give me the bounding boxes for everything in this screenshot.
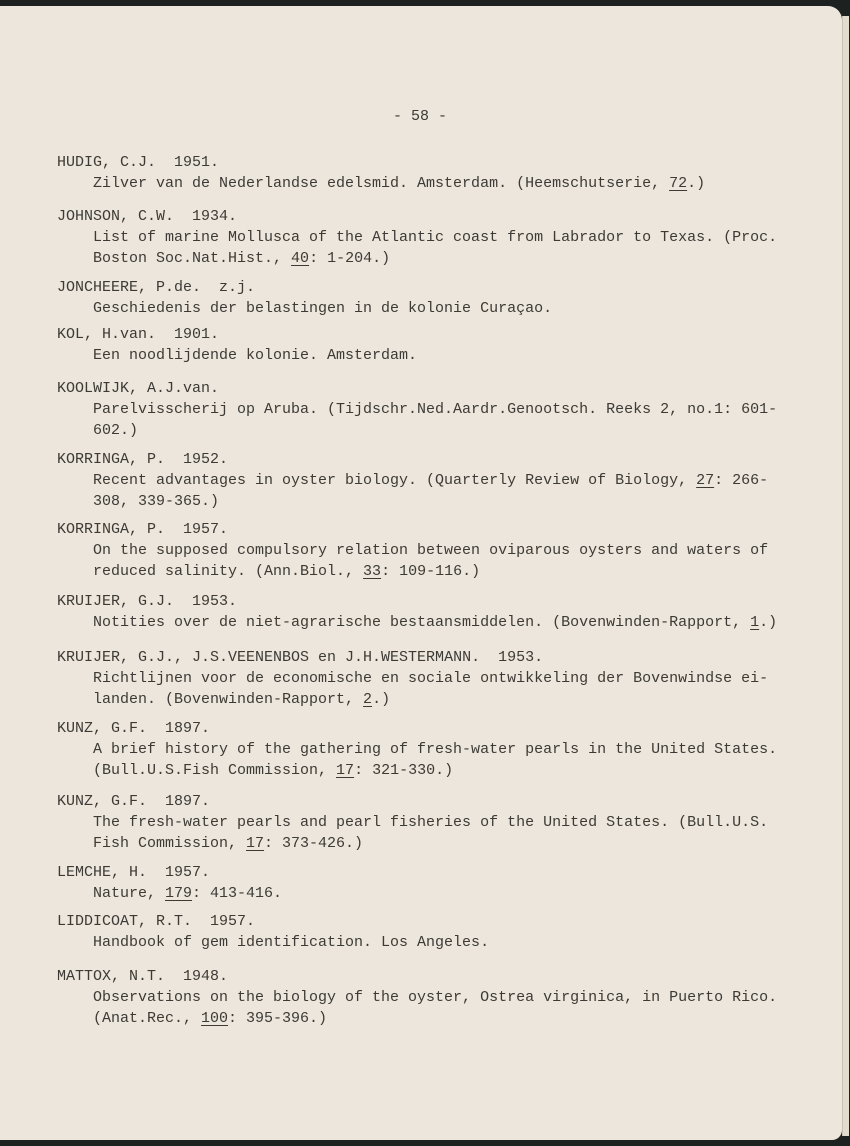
entry-citation-line — [93, 739, 777, 760]
bibliography-entry — [57, 324, 417, 366]
citation-text: Geschiedenis der belastingen in de kolonie Curaçao. — [93, 300, 553, 317]
citation-text: : 109-116.) — [381, 563, 481, 580]
entry-citation-line — [93, 540, 768, 561]
citation-text: Nature, — [93, 885, 166, 902]
bibliography-entry — [57, 647, 768, 710]
entry-citation-line — [93, 491, 768, 512]
entry-citation-line — [93, 833, 768, 854]
entry-citation-line — [93, 399, 777, 420]
bibliography-entry — [57, 591, 777, 633]
citation-text: A brief history of the gathering of fresh-water pearls in the United States. — [93, 741, 778, 758]
citation-text: .) — [372, 691, 391, 708]
page-number: - 58 - — [393, 108, 448, 125]
entry-citation-line — [93, 248, 777, 269]
entry-author-year: KOL, H.van. 1901. — [57, 326, 220, 343]
entry-citation-line — [93, 561, 768, 582]
citation-text: : 413-416. — [192, 885, 283, 902]
citation-text: On the supposed compulsory relation between oviparous oysters and waters of — [93, 542, 769, 559]
citation-text: 602.) — [93, 422, 139, 439]
entry-author-year: JOHNSON, C.W. 1934. — [57, 208, 238, 225]
citation-text: : 266- — [714, 472, 769, 489]
citation-text: Recent advantages in oyster biology. (Quarterly Review of Biology, — [93, 472, 697, 489]
citation-text: : 321-330.) — [354, 762, 454, 779]
entry-author-year: KRUIJER, G.J., J.S.VEENENBOS en J.H.WESTERMANN. 1953. — [57, 649, 544, 666]
bibliography-entry — [57, 966, 777, 1029]
entry-citation-line — [93, 227, 777, 248]
citation-text: Zilver van de Nederlandse edelsmid. Amsterdam. (Heemschutserie, — [93, 175, 670, 192]
bibliography-entry — [57, 449, 768, 512]
document-page — [0, 6, 842, 1140]
citation-text: 308, 339-365.) — [93, 493, 220, 510]
entry-author-year: LEMCHE, H. 1957. — [57, 864, 211, 881]
entry-author-year: KUNZ, G.F. 1897. — [57, 793, 211, 810]
citation-text: The fresh-water pearls and pearl fisheries of the United States. (Bull.U.S. — [93, 814, 769, 831]
entry-author-year: KRUIJER, G.J. 1953. — [57, 593, 238, 610]
entry-author-year: LIDDICOAT, R.T. 1957. — [57, 913, 256, 930]
bibliography-entry — [57, 911, 489, 953]
bibliography-entry — [57, 152, 705, 194]
bibliography-entry — [57, 862, 282, 904]
page-edge — [842, 16, 849, 1136]
citation-text: List of marine Mollusca of the Atlantic coast from Labrador to Texas. (Proc. — [93, 229, 778, 246]
entry-citation-line — [93, 760, 777, 781]
volume-number: 17 — [246, 835, 265, 852]
volume-number: 72 — [669, 175, 688, 192]
citation-text: .) — [759, 614, 778, 631]
citation-text: Handbook of gem identification. Los Angeles. — [93, 934, 490, 951]
entry-citation-line — [93, 1008, 777, 1029]
entry-author-year: JONCHEERE, P.de. z.j. — [57, 279, 256, 296]
entry-citation-line — [93, 173, 705, 194]
volume-number: 179 — [165, 885, 193, 902]
entry-citation-line — [93, 345, 417, 366]
entry-author-year: HUDIG, C.J. 1951. — [57, 154, 220, 171]
citation-text: : 373-426.) — [264, 835, 364, 852]
citation-text: Parelvisscherij op Aruba. (Tijdschr.Ned.Aardr.Genootsch. Reeks 2, no.1: 601- — [93, 401, 778, 418]
bibliography-entry — [57, 378, 777, 441]
bibliography-entry — [57, 206, 777, 269]
volume-number: 1 — [750, 614, 760, 631]
entry-citation-line — [93, 689, 768, 710]
volume-number: 100 — [201, 1010, 229, 1027]
volume-number: 2 — [363, 691, 373, 708]
entry-citation-line — [93, 612, 777, 633]
citation-text: reduced salinity. (Ann.Biol., — [93, 563, 364, 580]
citation-text: .) — [687, 175, 706, 192]
entry-author-year: KORRINGA, P. 1957. — [57, 521, 229, 538]
bibliography-entry — [57, 519, 768, 582]
citation-text: Een noodlijdende kolonie. Amsterdam. — [93, 347, 418, 364]
entry-citation-line — [93, 470, 768, 491]
entry-citation-line — [93, 987, 777, 1008]
citation-text: Fish Commission, — [93, 835, 247, 852]
volume-number: 40 — [291, 250, 310, 267]
bibliography-entry — [57, 277, 552, 319]
entry-author-year: KORRINGA, P. 1952. — [57, 451, 229, 468]
entry-citation-line — [93, 883, 282, 904]
citation-text: : 1-204.) — [309, 250, 391, 267]
entry-author-year: KUNZ, G.F. 1897. — [57, 720, 211, 737]
bibliography-entry — [57, 791, 768, 854]
entry-author-year: KOOLWIJK, A.J.van. — [57, 380, 220, 397]
citation-text: Notities over de niet-agrarische bestaansmiddelen. (Bovenwinden-Rapport, — [93, 614, 751, 631]
citation-text: Richtlijnen voor de economische en sociale ontwikkeling der Bovenwindse ei- — [93, 670, 769, 687]
entry-citation-line — [93, 812, 768, 833]
volume-number: 17 — [336, 762, 355, 779]
entry-citation-line — [93, 932, 489, 953]
citation-text: (Bull.U.S.Fish Commission, — [93, 762, 337, 779]
citation-text: Boston Soc.Nat.Hist., — [93, 250, 292, 267]
citation-text: (Anat.Rec., — [93, 1010, 202, 1027]
entry-citation-line — [93, 420, 777, 441]
entry-author-year: MATTOX, N.T. 1948. — [57, 968, 229, 985]
bibliography-entry — [57, 718, 777, 781]
volume-number: 27 — [696, 472, 715, 489]
citation-text: landen. (Bovenwinden-Rapport, — [93, 691, 364, 708]
entry-citation-line — [93, 668, 768, 689]
citation-text: Observations on the biology of the oyster, Ostrea virginica, in Puerto Rico. — [93, 989, 778, 1006]
entry-citation-line — [93, 298, 552, 319]
volume-number: 33 — [363, 563, 382, 580]
citation-text: : 395-396.) — [228, 1010, 328, 1027]
